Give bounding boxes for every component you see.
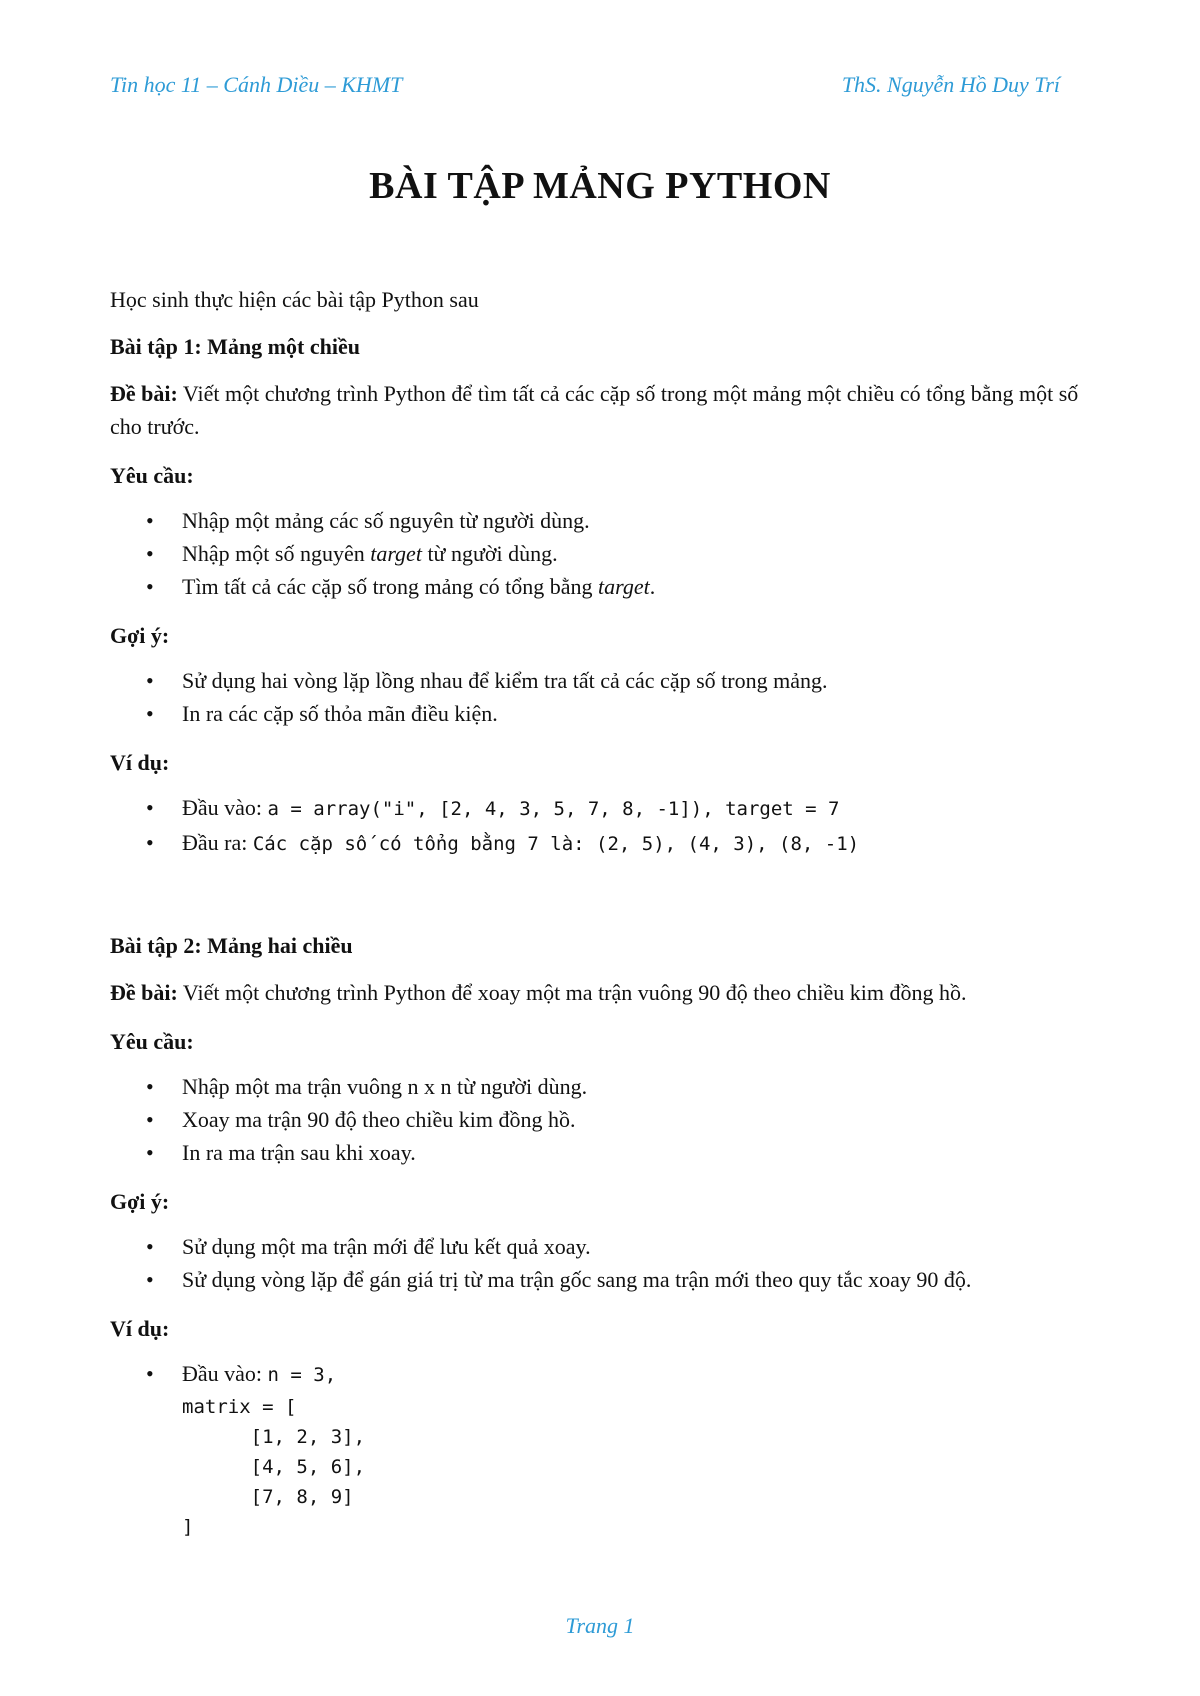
exercise2-hint1: Sử dụng một ma trận mới để lưu kết quả xoay. [182,1234,591,1259]
exercise2-input-label: Đầu vào: [182,1361,268,1386]
page-title: BÀI TẬP MẢNG PYTHON [369,165,831,207]
list-item [110,504,1090,537]
exercise1-output-code: Các cặp số có tổng bằng 7 là: (2, 5), (4, 3), (8, -1) [252,833,860,855]
intro-text: Học sinh thực hiện các bài tập Python sau [110,287,479,312]
list-item [110,1357,1090,1542]
header-left: Tin học 11 – Cánh Diều – KHMT [110,72,403,97]
list-item [110,1070,1090,1103]
exercise2-description [110,976,1090,1009]
list-item [110,570,1090,603]
list-item [110,1263,1090,1296]
exercise1-example-list [110,791,1090,861]
exercise1-heading: Bài tập 1: Mảng một chiều [110,334,360,359]
exercise1-req2-a: Nhập một số nguyên [182,541,371,566]
list-item [110,664,1090,697]
exercise1-example-label: Ví dụ: [110,750,170,775]
exercise1-output-label: Đầu ra: [182,830,253,855]
exercise2-input-code: n = 3, [267,1364,337,1386]
exercise2-req1: Nhập một ma trận vuông n x n từ người dùng. [182,1074,588,1099]
list-item [110,1136,1090,1169]
exercise1-req1: Nhập một mảng các số nguyên từ người dùng. [182,508,590,533]
exercise2-example-list [110,1357,1090,1542]
exercise1-hints-label: Gợi ý: [110,623,170,648]
exercise1-requirements-label: Yêu cầu: [110,463,194,488]
exercise1-req3-target: target [598,574,650,599]
exercise2-hint2: Sử dụng vòng lặp để gán giá trị từ ma trận gốc sang ma trận mới theo quy tắc xoay 90 độ. [182,1267,972,1292]
exercise2-requirements-label: Yêu cầu: [110,1029,194,1054]
exercise1-hint1: Sử dụng hai vòng lặp lồng nhau để kiểm tra tất cả các cặp số trong mảng. [182,668,828,693]
exercise2-heading: Bài tập 2: Mảng hai chiều [110,933,353,958]
exercise1-req3-c: . [649,574,656,599]
exercise2-req3: In ra ma trận sau khi xoay. [182,1140,416,1165]
exercise1-input-code: a = array("i", [2, 4, 3, 5, 7, 8, -1]), target = 7 [267,798,840,820]
list-item [110,791,1090,826]
list-item [110,1103,1090,1136]
exercise2-hints-label: Gợi ý: [110,1189,170,1214]
exercise1-input-label: Đầu vào: [182,795,268,820]
exercise1-requirements-list [110,504,1090,603]
exercise1-req2-target: target [370,541,422,566]
list-item [110,826,1090,861]
exercise1-hints-list [110,664,1090,730]
list-item [110,697,1090,730]
header-right: ThS. Nguyễn Hồ Duy Trí [841,72,1060,97]
exercise1-desc-text: Viết một chương trình Python để tìm tất cả các cặp số trong một mảng một chiều có tổng bằng một số cho trước. [110,381,1079,439]
exercise2-example-label: Ví dụ: [110,1316,170,1341]
exercise2-desc-text: Viết một chương trình Python để xoay một ma trận vuông 90 độ theo chiều kim đồng hồ. [177,980,967,1005]
exercise2-hints-list [110,1230,1090,1296]
exercise2-req2: Xoay ma trận 90 độ theo chiều kim đồng hồ. [182,1107,576,1132]
page-number: Trang 1 [565,1613,635,1638]
section-spacer [110,877,1090,929]
exercise1-req3-a: Tìm tất cả các cặp số trong mảng có tổng bằng [182,574,599,599]
list-item [110,537,1090,570]
exercise1-desc-label: Đề bài: [110,381,178,406]
list-item [110,1230,1090,1263]
exercise1-req2-c: từ người dùng. [421,541,558,566]
document-body [110,283,1090,1558]
exercise1-description [110,377,1090,443]
exercise2-matrix-code: matrix = [ [1, 2, 3], [4, 5, 6], [7, 8, 9] ] [182,1396,366,1538]
exercise2-requirements-list [110,1070,1090,1169]
exercise2-desc-label: Đề bài: [110,980,178,1005]
exercise1-hint2: In ra các cặp số thỏa mãn điều kiện. [182,701,498,726]
